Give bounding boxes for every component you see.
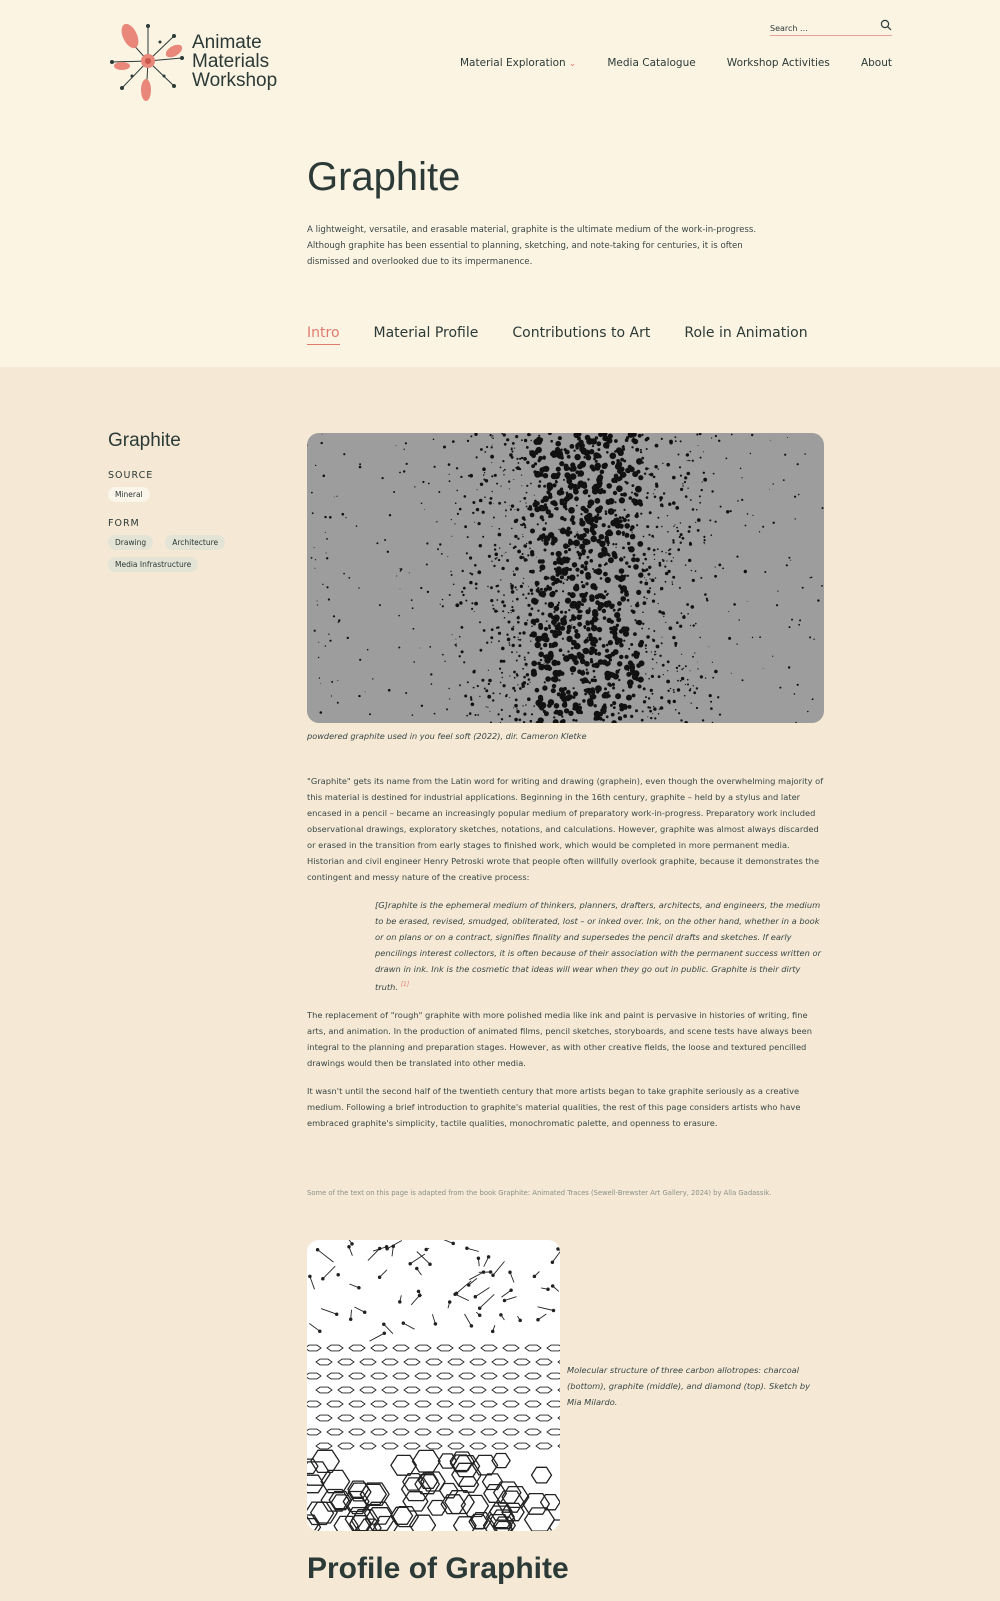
paragraph: The replacement of "rough" graphite with more polished media like ink and paint is pervasive in histories of writing, fine arts, and animation. In the production of animated films, pencil sketches, storyboards, and scene tests have always been integral to the planning and preparation stages. However, as with other creative fields, the loose and textured pencilled drawings would then be translated into other media. [307, 1009, 812, 1068]
page-description: A lightweight, versatile, and erasable material, graphite is the ultimate medium of the work-in-progress. Although graphite has been essential to planning, sketching, and note-taking for centuries, it is often dismissed and overlooked due to its impermanence. [307, 225, 757, 267]
tab-material-profile[interactable]: Material Profile [373, 325, 479, 341]
form-tags [108, 535, 288, 572]
source-label: SOURCE [108, 470, 154, 481]
form-label: FORM [108, 518, 140, 529]
search-icon[interactable] [880, 19, 892, 31]
tag-mineral[interactable]: Mineral [108, 487, 150, 502]
logo-line-1: Animate [192, 32, 262, 53]
carbon-allotropes-drawing [307, 1240, 560, 1531]
graphite-powder-image [307, 433, 824, 723]
footnote-link[interactable]: [1] [400, 981, 410, 988]
nav-workshop-activities[interactable]: Workshop Activities [726, 57, 830, 69]
source-note: Some of the text on this page is adapted from the book Graphite: Animated Traces (Sewell-Brewster Art Gallery, 2024) by Alla Gadassik. [307, 1189, 772, 1197]
tab-contributions-to-art[interactable]: Contributions to Art [512, 325, 651, 341]
photo-caption: powdered graphite used in you feel soft (2022), dir. Cameron Kletke [307, 731, 587, 741]
tag-media-infrastructure[interactable]: Media Infrastructure [108, 557, 198, 572]
quote-text: [G]raphite is the ephemeral medium of thinkers, planners, drafters, architects, and engineers, the medium to be erased, revised, smudged, obliterated, lost – or inked over. Ink, on the other hand, whether in a book or on plans or on a contract, signifies finality and supersedes the pencil drafts and sketches. If early pencilings interest collectors, it is often because of their association with the permanent success written or drawn in ink. Ink is the cosmetic that ideas will wear when they go out in public. Graphite is their dirty truth. [375, 900, 821, 992]
material-sidebar [108, 430, 288, 588]
tab-role-in-animation[interactable]: Role in Animation [684, 325, 808, 341]
tag-drawing[interactable]: Drawing [108, 535, 153, 550]
site-logo[interactable] [108, 18, 298, 104]
search-box [770, 16, 892, 36]
main-nav [460, 57, 892, 69]
nav-media-catalogue[interactable]: Media Catalogue [607, 57, 696, 69]
logo-wordmark [192, 33, 277, 90]
paragraph: "Graphite" gets its name from the Latin word for writing and drawing (graphein), even though the overwhelming majority of this material is destined for industrial applications. Beginning in the 16th century, graphite – held by a stylus and later encased in a pencil – became an increasingly popular medium of preparatory work-in-progress. Preparatory work included observational drawings, exploratory sketches, notations, and calculations. However, graphite was almost always discarded or erased in the transition from early stages to finished work, which would be completed in more permanent media. Historian and civil engineer Henry Petroski wrote that people often willfully overlook graphite, because it demonstrates the contingent and messy nature of the creative process: [307, 776, 824, 882]
chevron-down-icon: ⌄ [568, 59, 577, 69]
sidebar-title: Graphite [108, 430, 181, 451]
petroski-quote [375, 897, 824, 995]
logo-line-2: Materials [192, 51, 270, 72]
search-input[interactable] [770, 20, 870, 38]
graphite-powder-photo [307, 433, 824, 723]
tab-intro[interactable]: Intro [307, 325, 340, 345]
logo-line-3: Workshop [192, 70, 278, 91]
molecular-structure-sketch [307, 1240, 560, 1531]
nav-about[interactable]: About [860, 57, 892, 69]
molecule-caption: Molecular structure of three carbon allotropes: charcoal (bottom), graphite (middle), and diamond (top). Sketch by Mia Milardo. [567, 1365, 811, 1407]
section-heading: Profile of Graphite [307, 1552, 569, 1585]
paragraph: It wasn't until the second half of the twentieth century that more artists began to take graphite seriously as a creative medium. Following a brief introduction to graphite's material qualities, the rest of this page considers artists who have embraced graphite's simplicity, tactile qualities, monochromatic palette, and openness to erasure. [307, 1085, 801, 1128]
section-tabs [307, 325, 808, 345]
flower-logo-icon [108, 18, 192, 104]
source-tags [108, 487, 288, 502]
nav-material-exploration[interactable] [460, 57, 576, 69]
tag-architecture[interactable]: Architecture [165, 535, 225, 550]
nav-label: Material Exploration [460, 57, 566, 69]
page-title: Graphite [307, 155, 461, 199]
intro-text [307, 773, 824, 1143]
